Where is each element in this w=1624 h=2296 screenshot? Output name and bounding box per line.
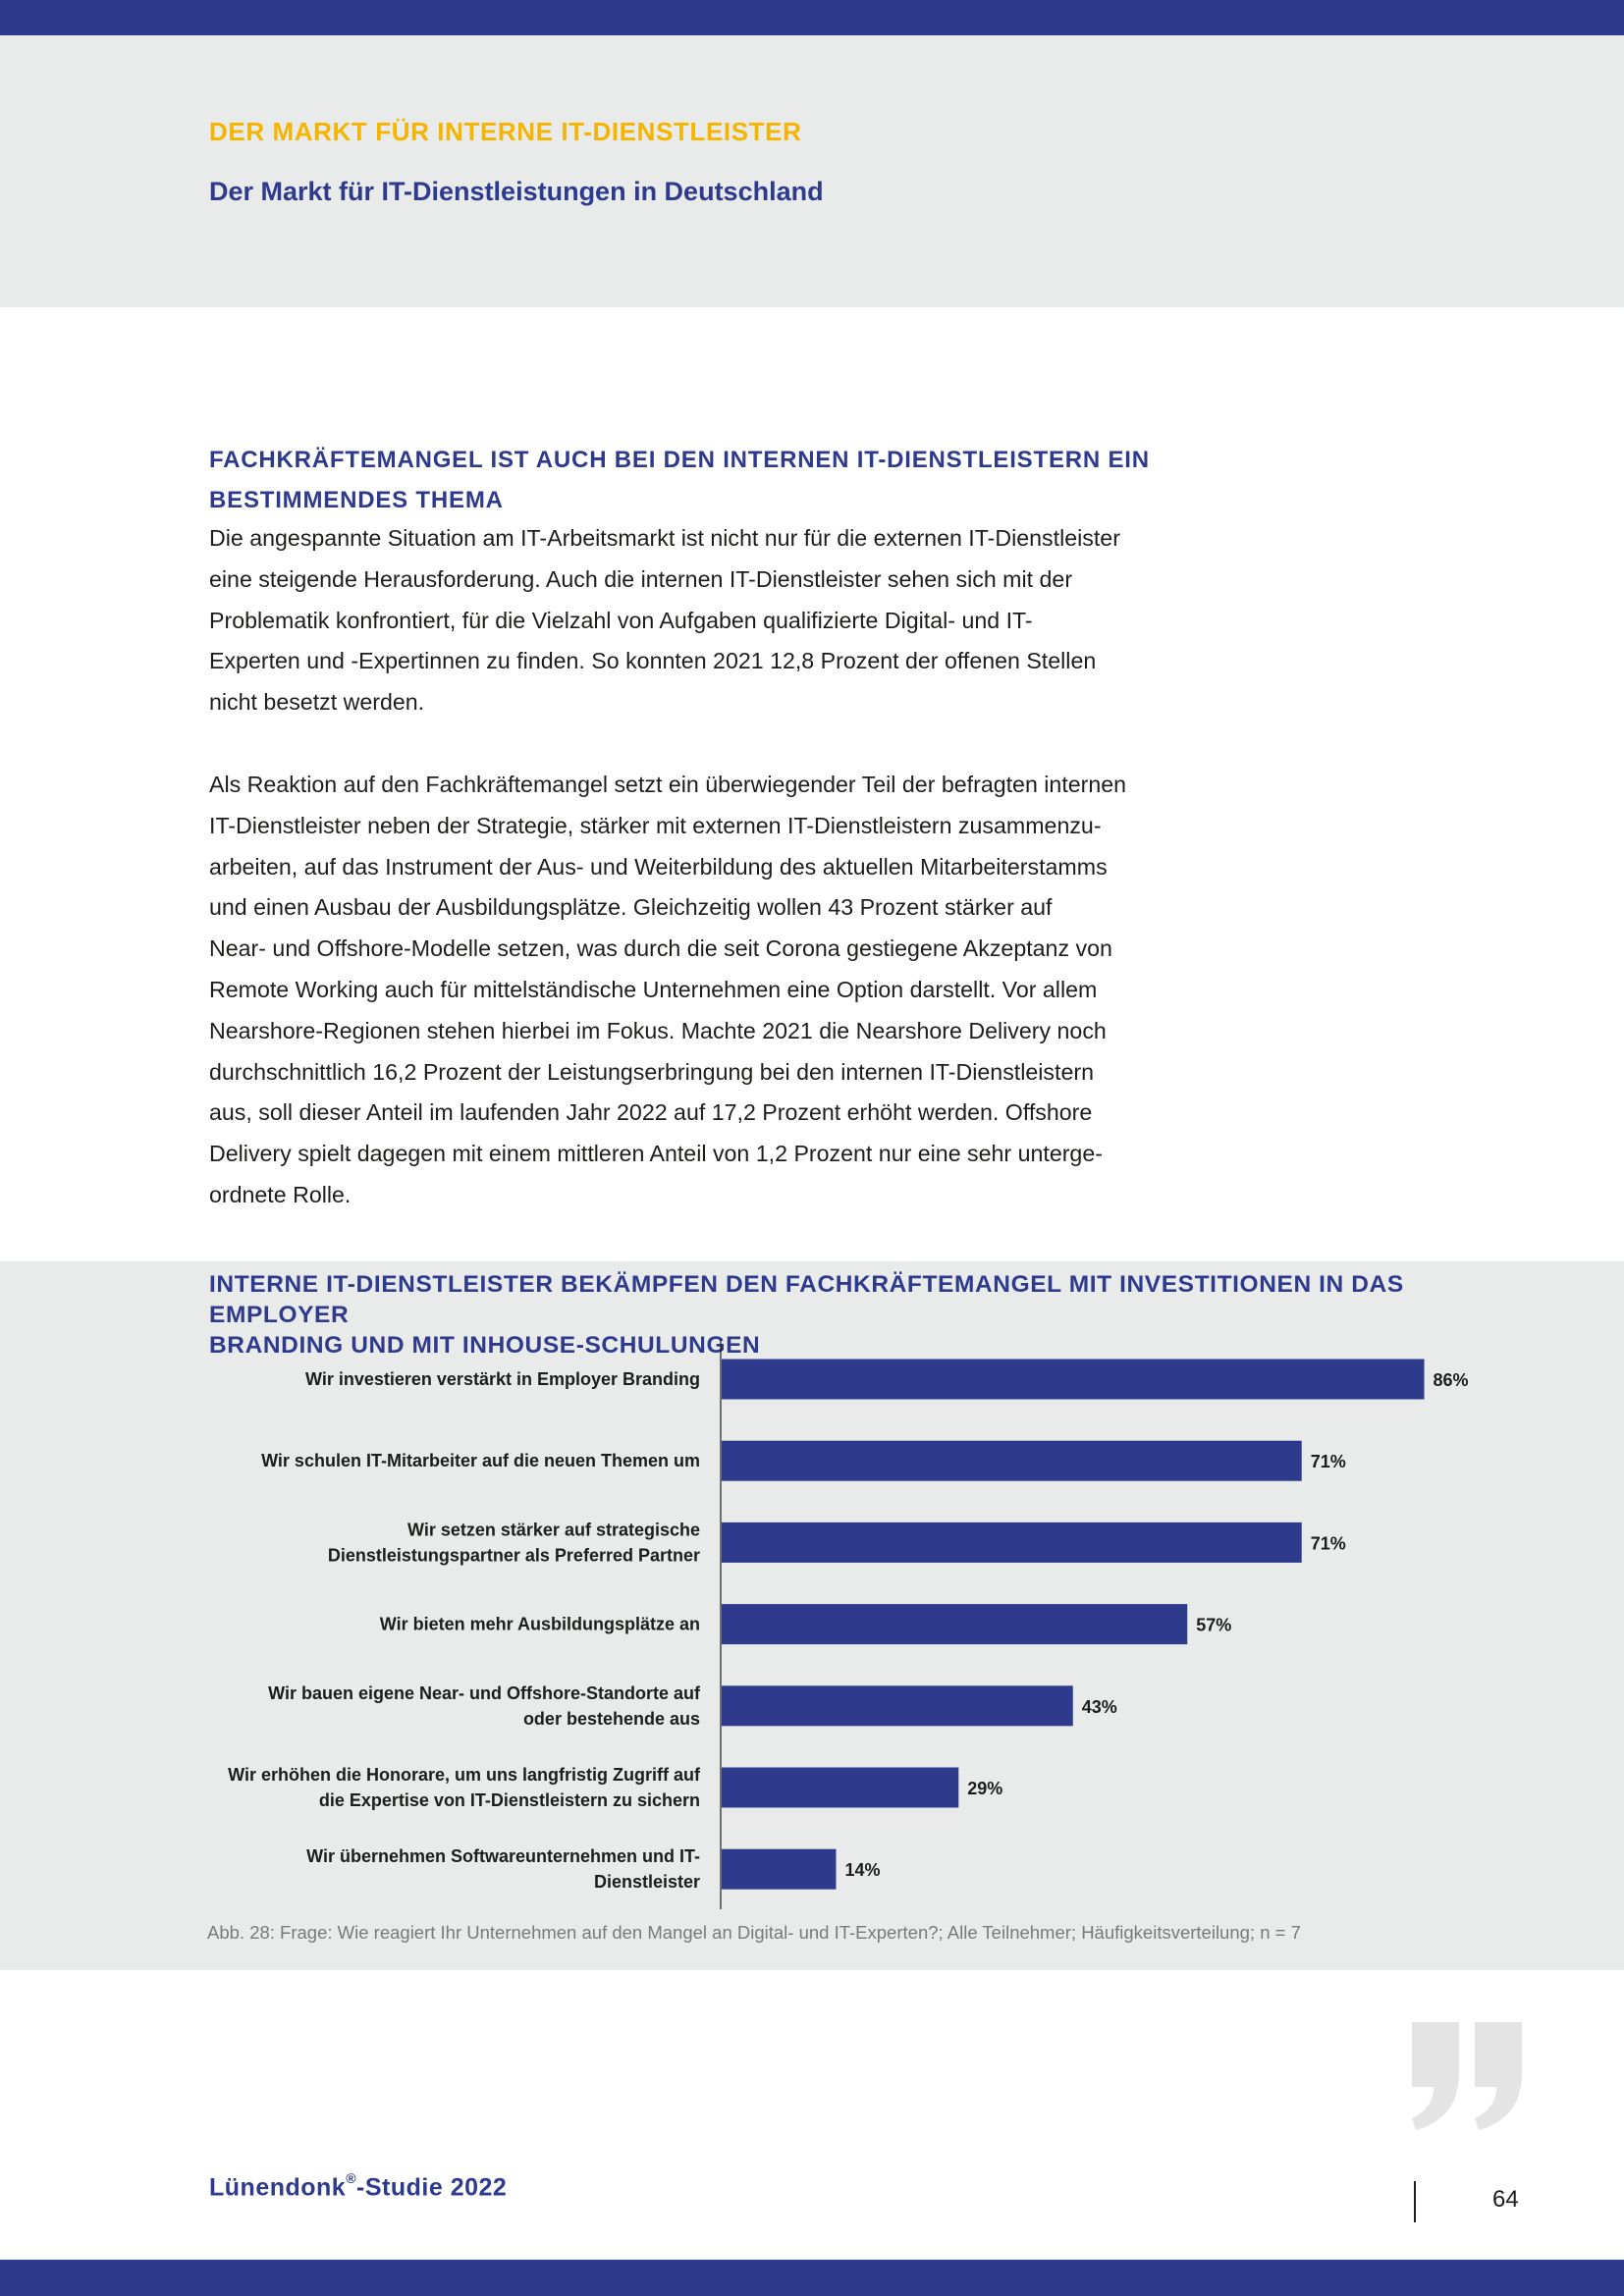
paragraph-line: Die angespannte Situation am IT-Arbeitsmarkt ist nicht nur für die externen IT-Dienstleister — [209, 525, 1120, 551]
category-label — [306, 1846, 700, 1892]
section-subtitle: Der Markt für IT-Dienstleistungen in Deutschland — [209, 177, 824, 206]
paragraph-line: Delivery spielt dagegen mit einem mittleren Anteil von 1,2 Prozent nur eine sehr unterge- — [209, 1141, 1103, 1167]
bar — [722, 1768, 958, 1808]
chart-title-line: BRANDING UND MIT INHOUSE-SCHULUNGEN — [209, 1332, 761, 1359]
paragraph-line: Als Reaktion auf den Fachkräftemangel setzt ein überwiegender Teil der befragten internen — [209, 772, 1127, 797]
paragraph-line: Problematik konfrontiert, für die Vielzahl von Aufgaben qualifizierte Digital- und IT- — [209, 607, 1033, 633]
paragraph-line: nicht besetzt werden. — [209, 689, 425, 716]
category-label — [268, 1683, 701, 1729]
paragraph-line: durchschnittlich 16,2 Prozent der Leistungserbringung bei den internen IT-Dienstleistern — [209, 1058, 1094, 1085]
category-label — [305, 1369, 700, 1389]
brand-registered-mark: ® — [346, 2170, 357, 2186]
category-label-line: oder bestehende aus — [522, 1708, 700, 1729]
paragraph-line: Experten und -Expertinnen zu finden. So konnten 2021 12,8 Prozent der offenen Stellen — [209, 648, 1097, 674]
bar — [722, 1441, 1302, 1481]
paragraph-line: Remote Working auch für mittelständische Unternehmen eine Option darstellt. Vor allem — [209, 976, 1098, 1002]
paragraph-line: ordnete Rolle. — [209, 1181, 352, 1207]
category-label-line: Wir investieren verstärkt in Employer Branding — [305, 1369, 700, 1389]
paragraph-line: aus, soll dieser Anteil im laufenden Jahr 2022 auf 17,2 Prozent erhöht werden. Offshore — [209, 1099, 1093, 1126]
chart-caption: Abb. 28: Frage: Wie reagiert Ihr Unternehmen auf den Mangel an Digital- und IT-Experten?; Alle Teilnehmer; Häufigkeitsverteilung; n = 7 — [207, 1922, 1301, 1943]
paragraph-line: und einen Ausbau der Ausbildungsplätze. Gleichzeitig wollen 43 Prozent stärker auf — [209, 894, 1053, 921]
category-label-line: die Expertise von IT-Dienstleistern zu sichern — [318, 1790, 700, 1810]
category-label — [328, 1520, 700, 1565]
bar — [722, 1604, 1187, 1644]
brand-name: Lünendonk — [209, 2173, 347, 2202]
article-heading-line: BESTIMMENDES THEMA — [209, 487, 504, 513]
bar-value-label: 86% — [1433, 1370, 1469, 1390]
header-band — [0, 35, 1624, 307]
footer-divider — [1414, 2181, 1416, 2222]
quote-icon — [1410, 2022, 1524, 2130]
bar-value-label: 29% — [967, 1779, 1003, 1798]
chart-title-line: INTERNE IT-DIENSTLEISTER BEKÄMPFEN DEN FACHKRÄFTEMANGEL MIT INVESTITIONEN IN DAS EMPLOYER — [209, 1271, 1404, 1328]
footer-brand — [209, 2170, 508, 2202]
bar-value-label: 14% — [844, 1860, 881, 1881]
bottom-bar — [0, 2260, 1624, 2296]
bar — [722, 1360, 1425, 1400]
paragraph-line: IT-Dienstleister neben der Strategie, stärker mit externen IT-Dienstleistern zusammenzu- — [209, 812, 1102, 838]
paragraph-line: Near- und Offshore-Modelle setzen, was durch die seit Corona gestiegene Akzeptanz von — [209, 935, 1112, 962]
paragraph-line: arbeiten, auf das Instrument der Aus- und Weiterbildung des aktuellen Mitarbeiterstamms — [209, 853, 1108, 880]
bar — [722, 1685, 1073, 1726]
category-label-line: Dienstleister — [593, 1872, 700, 1893]
category-label — [261, 1451, 700, 1470]
bar-value-label: 71% — [1310, 1533, 1346, 1554]
paragraph-line: Nearshore-Regionen stehen hierbei im Fokus. Machte 2021 die Nearshore Delivery noch — [209, 1017, 1107, 1043]
bar-value-label: 43% — [1081, 1696, 1117, 1717]
category-label-line: Wir übernehmen Softwareunternehmen und IT- — [306, 1846, 700, 1867]
paragraph-1 — [209, 518, 1191, 723]
article-heading — [209, 440, 1191, 520]
bar-value-label: 57% — [1196, 1615, 1232, 1635]
category-label-line: Wir schulen IT-Mitarbeiter auf die neuen Themen um — [261, 1451, 700, 1471]
bar — [722, 1522, 1302, 1563]
category-label-line: Wir bieten mehr Ausbildungsplätze an — [379, 1614, 700, 1634]
bar-chart — [0, 1335, 1624, 1924]
article-heading-line: FACHKRÄFTEMANGEL IST AUCH BEI DEN INTERNEN IT-DIENSTLEISTERN EIN — [209, 447, 1150, 473]
category-label — [228, 1765, 701, 1810]
bar-value-label: 71% — [1310, 1452, 1346, 1472]
paragraph-line: eine steigende Herausforderung. Auch die internen IT-Dienstleister sehen sich mit der — [209, 565, 1073, 592]
category-label-line: Dienstleistungspartner als Preferred Partner — [327, 1545, 700, 1566]
category-label — [380, 1615, 700, 1634]
category-label-line: Wir setzen stärker auf strategische — [407, 1520, 700, 1540]
page-number: 64 — [1492, 2186, 1519, 2213]
category-label-line: Wir bauen eigene Near- und Offshore-Standorte auf — [268, 1682, 700, 1703]
section-label: DER MARKT FÜR INTERNE IT-DIENSTLEISTER — [209, 117, 802, 146]
category-label-line: Wir erhöhen die Honorare, um uns langfristig Zugriff auf — [228, 1765, 700, 1785]
brand-suffix: -Studie 2022 — [356, 2173, 508, 2202]
bar — [722, 1849, 836, 1890]
top-bar — [0, 0, 1624, 35]
paragraph-2 — [209, 765, 1191, 1216]
